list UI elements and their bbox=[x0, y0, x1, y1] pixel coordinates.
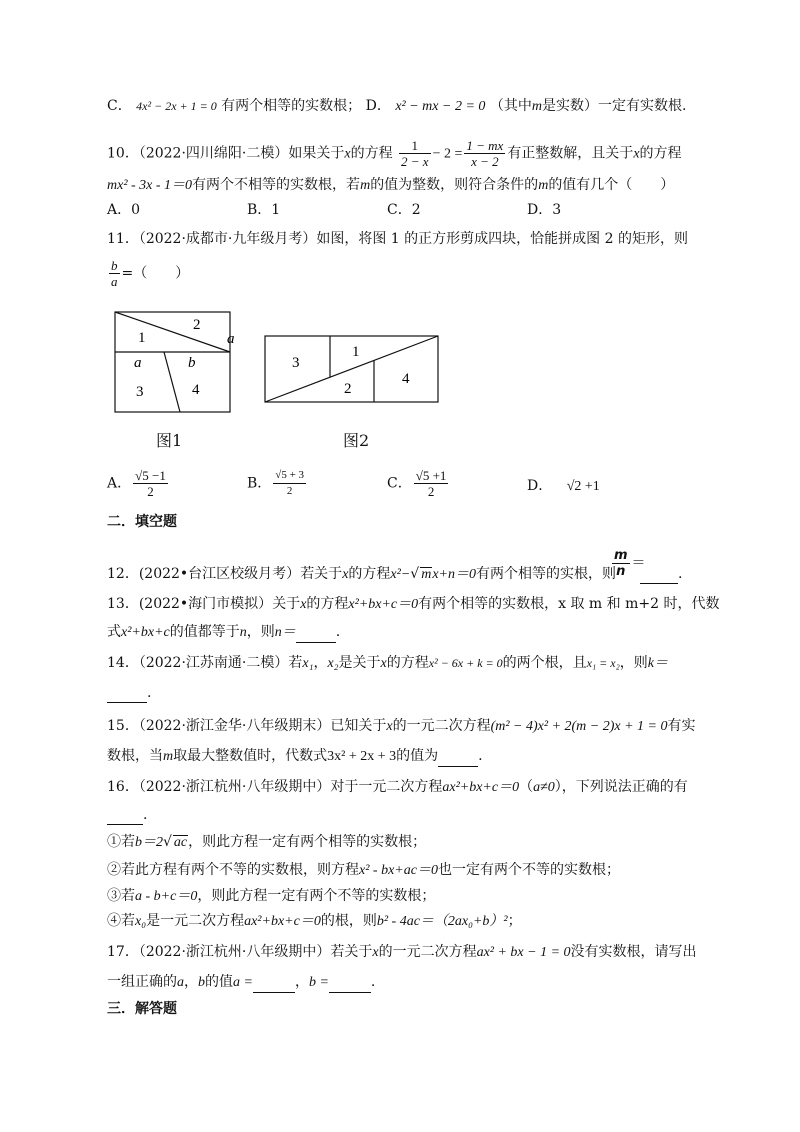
q16-item1-a: ①若 bbox=[107, 834, 135, 850]
q9-c-text: 有两个相等的实数根； bbox=[221, 98, 362, 114]
q11-ratio-num: b bbox=[111, 258, 118, 273]
q16-item4-f: b² - 4ac＝（2ax₀+b）² bbox=[376, 914, 508, 929]
q11-option-b-label: B． bbox=[247, 475, 272, 492]
q10-equation2: mx² - 3x - 1＝0 bbox=[107, 178, 193, 193]
fig1-label-a-side: a bbox=[227, 331, 235, 347]
q14-text3: 的方程 bbox=[386, 655, 429, 671]
q10-line2-text3: 的值有几个（ ） bbox=[548, 177, 675, 193]
q16-item4-a: ④若 bbox=[107, 913, 135, 929]
q11-option-c-num: √5 +1 bbox=[415, 468, 447, 483]
q13-equation: x²+bx+c＝0 bbox=[348, 597, 419, 612]
fig1-label-2: 2 bbox=[193, 317, 201, 333]
fig1-square bbox=[115, 312, 230, 412]
q17-var-a: a bbox=[177, 975, 184, 990]
q11-option-a-frac bbox=[133, 468, 168, 499]
q9-d-label: D． bbox=[365, 98, 391, 114]
q11-ratio-text: =（ ） bbox=[121, 265, 190, 282]
q16-line1 bbox=[107, 777, 688, 798]
q10-text1: 如果关于 bbox=[288, 145, 345, 162]
q10-line2 bbox=[107, 175, 674, 196]
q10-var-x: x bbox=[344, 146, 351, 162]
q16-item-4 bbox=[107, 911, 522, 932]
q16-text3: ），下列说法正确的有 bbox=[554, 779, 688, 795]
q11-option-a-label: A． bbox=[107, 475, 132, 492]
q11-option-c-den: 2 bbox=[427, 484, 435, 499]
q16-item-1: ①若b＝2√ ac，则此方程一定有两个相等的实数根； bbox=[107, 834, 427, 850]
q17-line2 bbox=[107, 972, 375, 993]
fig1-label-b: b bbox=[188, 355, 196, 371]
q13-var-x: x bbox=[300, 597, 307, 612]
q10-source: （2022·四川绵阳·二模） bbox=[138, 145, 289, 162]
q13-n-eq: n＝ bbox=[274, 625, 296, 640]
q12-ratio-den: n bbox=[616, 564, 626, 579]
q16-item4-c: 是一元二次方程 bbox=[146, 913, 245, 929]
q13-line2-eq: x²+bx+c bbox=[121, 625, 170, 640]
q10-option-d: D．3 bbox=[527, 202, 562, 218]
q11-option-a bbox=[107, 468, 170, 499]
q12-text2: 的方程 bbox=[348, 566, 391, 582]
q16-text1: 对于一元二次方程 bbox=[330, 779, 443, 795]
q10-var-x2: x bbox=[633, 146, 640, 162]
q17-a-blank[interactable] bbox=[253, 978, 295, 993]
q13-line1 bbox=[107, 594, 719, 615]
q16-end: . bbox=[143, 807, 148, 823]
q17-line2-text2: 的值 bbox=[205, 974, 233, 990]
q15-line2-text: 数根，当 bbox=[107, 748, 163, 764]
q16-line2 bbox=[107, 805, 147, 825]
q15-line2 bbox=[107, 746, 483, 767]
q14-x2: x₂ bbox=[327, 656, 339, 671]
q13-line2-text: 的值都等于 bbox=[169, 624, 240, 640]
q11-figure-1 bbox=[108, 305, 243, 417]
fig1-caption: 图1 bbox=[156, 431, 183, 450]
q12-number: 12． bbox=[107, 566, 139, 582]
q11-ratio-den: a bbox=[111, 274, 118, 289]
q16-item3-c: ，则此方程一定有两个不等的实数根； bbox=[197, 888, 436, 904]
q13-text1: 关于 bbox=[272, 596, 301, 612]
fig1-diagonal bbox=[115, 312, 230, 352]
q11-option-c-label: C． bbox=[387, 475, 412, 492]
q10-minus2: − 2 = bbox=[432, 146, 463, 162]
q11-option-a-den: 2 bbox=[147, 484, 154, 499]
q16-item4-g: ； bbox=[507, 913, 522, 929]
q13-line2-text2: ，则 bbox=[246, 624, 275, 640]
q14-text2: 是关于 bbox=[338, 655, 381, 671]
q17-text3: 没有实数根，请写出 bbox=[570, 944, 697, 960]
q16-item1-c: ，则此方程一定有两个相等的实数根； bbox=[188, 834, 427, 850]
q11-option-d-expr: √2 +1 bbox=[566, 479, 600, 494]
q13-end: . bbox=[335, 624, 341, 640]
q17-line1 bbox=[107, 942, 697, 963]
q16-item4-d: ax²+bx+c＝0 bbox=[244, 914, 321, 929]
q16-item4-b: x₀ bbox=[135, 914, 147, 929]
q11-option-b-den: 2 bbox=[286, 485, 293, 497]
q14-condition: x₁ = x₂ bbox=[586, 656, 620, 670]
q9-d-text2: 是实数）一定有实数根. bbox=[541, 98, 687, 114]
q10-option-b: B．1 bbox=[247, 202, 281, 218]
q10-text2: 的方程 bbox=[350, 145, 393, 162]
q9-d-equation: x² − mx − 2 = 0 bbox=[395, 99, 486, 114]
q10-fraction-1 bbox=[399, 138, 431, 169]
q17-source: （2022·浙江杭州·八年级期中） bbox=[138, 944, 331, 960]
fig1-label-4: 4 bbox=[192, 382, 200, 398]
q15-text3: 有实 bbox=[667, 718, 696, 734]
q10-line2-text2: 的值为整数，则符合条件的 bbox=[370, 177, 539, 193]
q11-line1 bbox=[107, 229, 688, 249]
q9-d-text: （其中 bbox=[489, 98, 532, 114]
q12-source: (2022•台江区校级月考） bbox=[138, 566, 301, 582]
q13-var-n: n bbox=[239, 625, 247, 640]
q15-var-m: m bbox=[163, 749, 174, 764]
q15-text1: 已知关于 bbox=[330, 718, 387, 734]
q16-condition: a≠0 bbox=[533, 780, 555, 795]
q11-text1: 如图，将图 1 的正方形剪成四块，恰能拼成图 2 的矩形，则 bbox=[316, 231, 688, 247]
q17-a-eq: a = bbox=[233, 975, 253, 990]
q16-number: 16． bbox=[107, 779, 139, 795]
q17-b-blank[interactable] bbox=[329, 978, 371, 993]
q15-line1 bbox=[107, 716, 696, 737]
q10-line2-text: 有两个不相等的实数根，若 bbox=[192, 177, 361, 193]
q16-item-3 bbox=[107, 886, 435, 907]
q15-number: 15． bbox=[107, 718, 139, 734]
q16-answer-blank[interactable] bbox=[107, 810, 143, 825]
q10-text4: 的方程 bbox=[639, 145, 682, 162]
q14-line1 bbox=[107, 653, 668, 674]
q10-option-a: A．0 bbox=[107, 202, 141, 218]
q12-eq-sqrt: m bbox=[421, 567, 432, 582]
q10-f1-den: 2 − x bbox=[401, 154, 429, 169]
q9-c-equation: 4x² − 2x + 1 = 0 bbox=[136, 99, 217, 113]
section-2-title: 二．填空题 bbox=[107, 514, 177, 530]
q17-equation: ax² + bx − 1 = 0 bbox=[476, 945, 571, 960]
q17-line2-text: 一组正确的 bbox=[107, 974, 177, 990]
q14-x1: x₁ bbox=[302, 656, 314, 671]
q12-answer-line bbox=[640, 564, 682, 584]
q14-number: 14． bbox=[107, 655, 139, 671]
q10-option-c: C．2 bbox=[387, 202, 421, 218]
q13-line2-a: 式 bbox=[107, 624, 121, 640]
q17-end: . bbox=[370, 974, 376, 990]
fig1-label-1: 1 bbox=[138, 330, 146, 346]
fig2-label-3: 3 bbox=[292, 355, 300, 371]
q14-var-x: x bbox=[380, 656, 387, 671]
q16-item2-c: 也一定有两个不等的实数根； bbox=[437, 862, 620, 878]
q11-figure-2 bbox=[258, 330, 444, 410]
q12-var-x: x bbox=[342, 567, 349, 582]
q16-item1-sqrt: ac bbox=[173, 835, 188, 850]
q11-line2 bbox=[107, 258, 189, 289]
q15-answer-blank[interactable] bbox=[438, 752, 478, 767]
q17-comma2: ， bbox=[294, 974, 309, 990]
q12-end: . bbox=[678, 566, 683, 582]
q14-text4: 的两个根，且 bbox=[502, 655, 587, 671]
q14-line2 bbox=[107, 683, 151, 703]
q16-equation: ax²+bx+c＝0 bbox=[442, 780, 520, 795]
q11-source: （2022·成都市·九年级月考） bbox=[138, 231, 317, 247]
q16-source: （2022·浙江杭州·八年级期中） bbox=[138, 779, 331, 795]
q11-option-d-label: D． bbox=[527, 478, 553, 494]
q17-var-x: x bbox=[372, 945, 379, 960]
q10-f1-num: 1 bbox=[399, 138, 431, 154]
q12-ratio-num: m bbox=[614, 548, 628, 563]
q12-eq-a: x²− bbox=[390, 567, 411, 582]
q12-line: 12．(2022•台江区校级月考）若关于x的方程x²−√ mx+n＝0有两个相等的实根，则 bbox=[107, 566, 616, 582]
q9-d-var-m: m bbox=[531, 99, 542, 114]
q14-comma: ， bbox=[313, 655, 328, 671]
fig2-caption: 图2 bbox=[343, 431, 370, 450]
q17-text1: 若关于 bbox=[330, 944, 373, 960]
fig2-label-2: 2 bbox=[344, 381, 352, 397]
fig1-label-a: a bbox=[134, 355, 142, 371]
q16-item3-b: a - b+c＝0 bbox=[135, 889, 198, 904]
q12-answer-blank[interactable] bbox=[640, 569, 678, 584]
q15-source: （2022·浙江金华·八年级期末） bbox=[138, 718, 331, 734]
q9-options-line bbox=[107, 96, 686, 117]
q17-b-eq: b = bbox=[308, 975, 329, 990]
q12-text3: 有两个相等的实根，则 bbox=[475, 566, 616, 582]
q15-equation: (m² − 4)x² + 2(m − 2)x + 1 = 0 bbox=[490, 719, 668, 734]
q14-end: . bbox=[147, 685, 152, 701]
section-3-title: 三．解答题 bbox=[107, 1001, 177, 1017]
q10-var-m2: m bbox=[538, 178, 549, 193]
q15-line2-text3: 的值为 bbox=[396, 748, 439, 764]
fig2-label-1: 1 bbox=[352, 344, 360, 360]
q15-expression: 3x² + 2x + 3 bbox=[327, 749, 397, 764]
q11-option-b bbox=[247, 468, 308, 499]
q9-c-label: C． bbox=[107, 98, 132, 114]
q10-fraction-2 bbox=[464, 138, 505, 169]
q10-text3: 有正整数解，且关于 bbox=[507, 145, 634, 162]
q14-k-eq: k＝ bbox=[647, 656, 668, 671]
fig2-label-4: 4 bbox=[402, 371, 410, 387]
q11-ratio bbox=[109, 258, 120, 289]
q13-source: (2022•海门市模拟） bbox=[138, 596, 273, 612]
q10-var-m: m bbox=[360, 178, 371, 193]
q16-item2-a: ②若此方程有两个不等的实数根，则方程 bbox=[107, 862, 359, 878]
q17-number: 17． bbox=[107, 944, 139, 960]
q13-text4: x 取 m 和 m+2 时，代数 bbox=[558, 596, 720, 612]
q12-eq-b: x+n＝0 bbox=[432, 567, 476, 582]
q15-text2: 的一元二次方程 bbox=[392, 718, 491, 734]
q16-item1-b: b＝2 bbox=[135, 835, 163, 850]
q13-line2 bbox=[107, 622, 340, 643]
fig1-label-3: 3 bbox=[136, 384, 144, 400]
q13-number: 13． bbox=[107, 596, 139, 612]
q13-text2: 的方程 bbox=[306, 596, 349, 612]
q11-option-b-num: √5 + 3 bbox=[273, 468, 306, 484]
fig1-slant-cut bbox=[164, 352, 180, 412]
q16-item2-b: x² - bx+ac＝0 bbox=[359, 863, 438, 878]
q10-f2-den: x − 2 bbox=[471, 154, 499, 169]
q10-line1 bbox=[107, 138, 682, 169]
q11-option-d bbox=[527, 476, 600, 497]
q17-comma: ， bbox=[184, 974, 198, 990]
q11-option-a-num: √5 −1 bbox=[135, 468, 166, 483]
q14-text1: 若 bbox=[288, 655, 303, 671]
q17-text2: 的一元二次方程 bbox=[378, 944, 477, 960]
q15-line2-text2: 取最大整数值时，代数式 bbox=[173, 748, 328, 764]
q15-end: . bbox=[478, 748, 483, 764]
q12-ratio-frac bbox=[612, 548, 630, 579]
q16-text2: （ bbox=[519, 779, 534, 795]
q15-var-x: x bbox=[386, 719, 393, 734]
q11-option-b-frac bbox=[273, 468, 306, 499]
q16-item3-a: ③若 bbox=[107, 888, 135, 904]
q11-option-c-frac bbox=[414, 468, 449, 499]
q14-text5: ，则 bbox=[619, 655, 648, 671]
q13-text3: 有两个相等的实数根， bbox=[418, 596, 559, 612]
q14-source: （2022·江苏南通·二模） bbox=[138, 655, 289, 671]
q14-answer-blank[interactable] bbox=[107, 688, 147, 703]
q14-equation: x² − 6x + k = 0 bbox=[428, 656, 503, 670]
q11-option-c bbox=[387, 468, 450, 499]
q11-number: 11． bbox=[107, 231, 139, 247]
q12-text1: 若关于 bbox=[300, 566, 343, 582]
q16-item-2 bbox=[107, 860, 620, 881]
q10-number: 10． bbox=[107, 145, 139, 162]
q10-f2-num: 1 − mx bbox=[466, 138, 504, 153]
q17-var-b: b bbox=[198, 975, 205, 990]
q16-item4-e: 的根，则 bbox=[320, 913, 377, 929]
q12-eqsign: ＝ bbox=[631, 555, 646, 572]
q13-answer-blank[interactable] bbox=[296, 628, 336, 643]
